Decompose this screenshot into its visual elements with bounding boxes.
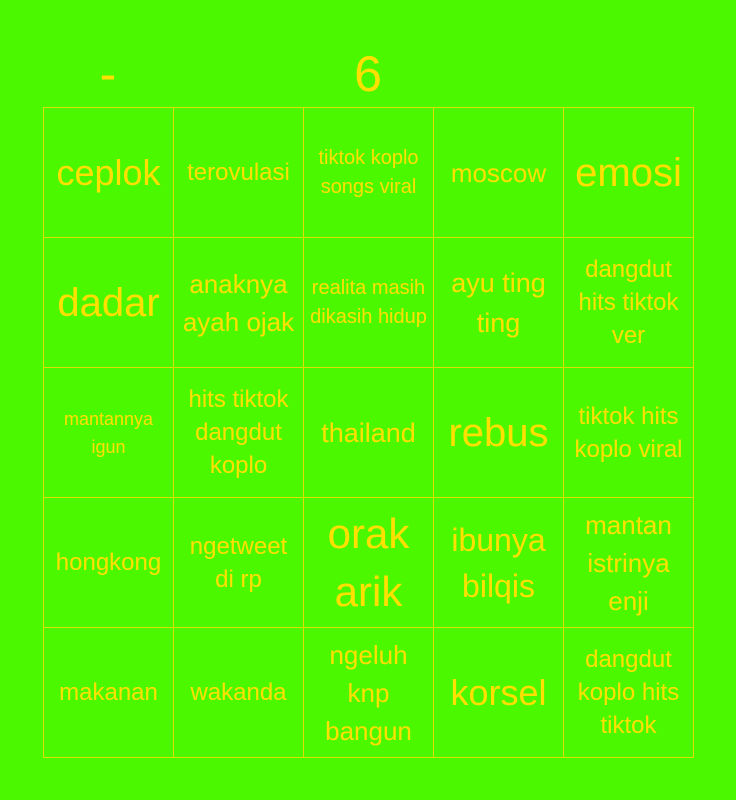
bingo-cell: realita masih dikasih hidup xyxy=(304,238,434,368)
bingo-cell: tiktok hits koplo viral xyxy=(564,368,694,498)
board-row xyxy=(44,368,694,498)
bingo-cell: orak arik xyxy=(304,498,434,628)
bingo-cell: dangdut koplo hits tiktok xyxy=(564,628,694,758)
bingo-cell: emosi xyxy=(564,108,694,238)
bingo-cell: ibunya bilqis xyxy=(434,498,564,628)
bingo-cell: dangdut hits tiktok ver xyxy=(564,238,694,368)
bingo-cell: ngeluh knp bangun xyxy=(304,628,434,758)
header-letter-1: - xyxy=(99,46,117,102)
bingo-cell: ayu ting ting xyxy=(434,238,564,368)
board-row xyxy=(44,238,694,368)
bingo-cell: rebus xyxy=(434,368,564,498)
bingo-cell: mantannya igun xyxy=(44,368,174,498)
bingo-cell: tiktok koplo songs viral xyxy=(304,108,434,238)
bingo-cell: thailand xyxy=(304,368,434,498)
bingo-cell: ngetweet di rp xyxy=(174,498,304,628)
board-row xyxy=(44,628,694,758)
board-row xyxy=(44,108,694,238)
bingo-cell: anaknya ayah ojak xyxy=(174,238,304,368)
bingo-cell: hits tiktok dangdut koplo xyxy=(174,368,304,498)
bingo-cell: ceplok xyxy=(44,108,174,238)
bingo-cell: makanan xyxy=(44,628,174,758)
bingo-cell: hongkong xyxy=(44,498,174,628)
bingo-cell: dadar xyxy=(44,238,174,368)
board-row xyxy=(44,498,694,628)
bingo-board xyxy=(43,107,694,758)
header-letter-3: 6 xyxy=(354,46,382,102)
bingo-header xyxy=(43,44,693,104)
bingo-cell: moscow xyxy=(434,108,564,238)
bingo-cell: mantan istrinya enji xyxy=(564,498,694,628)
bingo-cell: wakanda xyxy=(174,628,304,758)
bingo-cell: terovulasi xyxy=(174,108,304,238)
bingo-cell: korsel xyxy=(434,628,564,758)
